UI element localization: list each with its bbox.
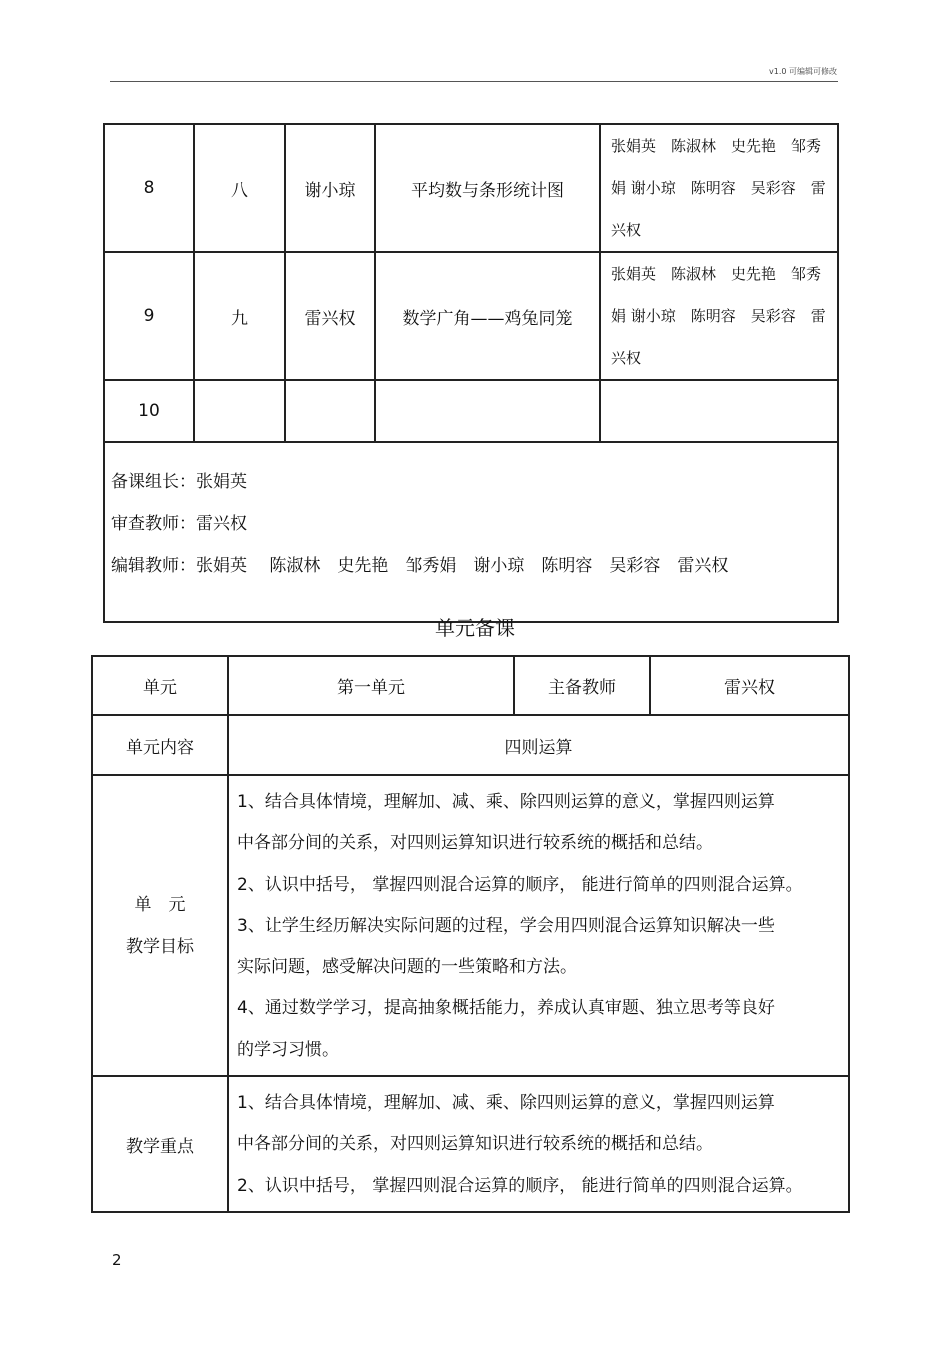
key-points-label: 教学重点 [92,1076,228,1212]
participants-cell [600,124,838,252]
lead-teacher: 谢小琼 [285,124,375,252]
teaching-goals-label [92,775,228,1076]
table-row [92,775,849,1076]
lesson-schedule-table [103,123,839,623]
goal-line: 的学习习惯。 [237,1039,339,1060]
week-number [194,380,285,442]
week-number: 九 [194,252,285,380]
goal-line: 实际问题，感受解决问题的一些策略和方法。 [237,957,577,978]
editors: 编辑教师：张娟英 陈淑林 史先艳 邹秀娟 谢小琼 陈明容 吴彩容 雷兴权 [111,556,729,576]
goal-line: 中各部分间的关系，对四则运算知识进行较系统的概括和总结。 [237,833,713,854]
participants-line: 兴权 [611,221,642,239]
participants-line: 张娟英 陈淑林 史先艳 邹秀 [611,265,822,283]
participants-cell [600,380,838,442]
page-number: 2 [112,1251,122,1269]
goals-label-line: 教学目标 [126,936,194,957]
participants-line: 娟 谢小琼 陈明容 吴彩容 雷 [611,179,826,197]
participants-line: 兴权 [611,349,642,367]
main-teacher-value: 雷兴权 [650,656,849,715]
main-teacher-label: 主备教师 [514,656,650,715]
row-number: 8 [104,124,194,252]
participants-line: 娟 谢小琼 陈明容 吴彩容 雷 [611,307,826,325]
header-note: v1.0 可编辑可修改 [769,67,837,76]
lesson-topic [375,380,600,442]
goals-label-line: 单 元 [134,894,186,915]
row-number: 10 [104,380,194,442]
section-title: 单元备课 [435,616,515,640]
unit-value: 第一单元 [228,656,514,715]
lead-teacher [285,380,375,442]
key-point-line: 2、认识中括号， 掌握四则混合运算的顺序， 能进行简单的四则混合运算。 [237,1175,803,1196]
table-row [92,1076,849,1212]
row-number: 9 [104,252,194,380]
unit-plan-table [91,655,850,1213]
goal-line: 1、结合具体情境，理解加、减、乘、除四则运算的意义，掌握四则运算 [237,792,775,812]
staff-info [104,442,838,622]
goal-line: 2、认识中括号， 掌握四则混合运算的顺序， 能进行简单的四则混合运算。 [237,874,803,895]
header-rule [110,81,838,82]
unit-content-value: 四则运算 [228,715,849,775]
reviewer: 审查教师：雷兴权 [111,514,247,534]
unit-content-label: 单元内容 [92,715,228,775]
key-point-line: 中各部分间的关系，对四则运算知识进行较系统的概括和总结。 [237,1134,713,1155]
table-row [92,656,849,715]
table-footer-row [104,442,838,622]
participants-line: 张娟英 陈淑林 史先艳 邹秀 [611,137,822,155]
goal-line: 4、通过数学学习，提高抽象概括能力，养成认真审题、独立思考等良好 [237,998,775,1019]
group-leader: 备课组长：张娟英 [111,472,247,492]
goal-line: 3、让学生经历解决实际问题的过程，学会用四则混合运算知识解决一些 [237,915,775,936]
teaching-goals [228,775,849,1076]
table-row [92,715,849,775]
key-points [228,1076,849,1212]
lead-teacher: 雷兴权 [285,252,375,380]
lesson-topic: 平均数与条形统计图 [375,124,600,252]
key-point-line: 1、结合具体情境，理解加、减、乘、除四则运算的意义，掌握四则运算 [237,1093,775,1114]
lesson-topic: 数学广角——鸡兔同笼 [375,252,600,380]
table-row [104,252,838,380]
unit-label: 单元 [92,656,228,715]
table-row [104,124,838,252]
participants-cell [600,252,838,380]
week-number: 八 [194,124,285,252]
table-row [104,380,838,442]
